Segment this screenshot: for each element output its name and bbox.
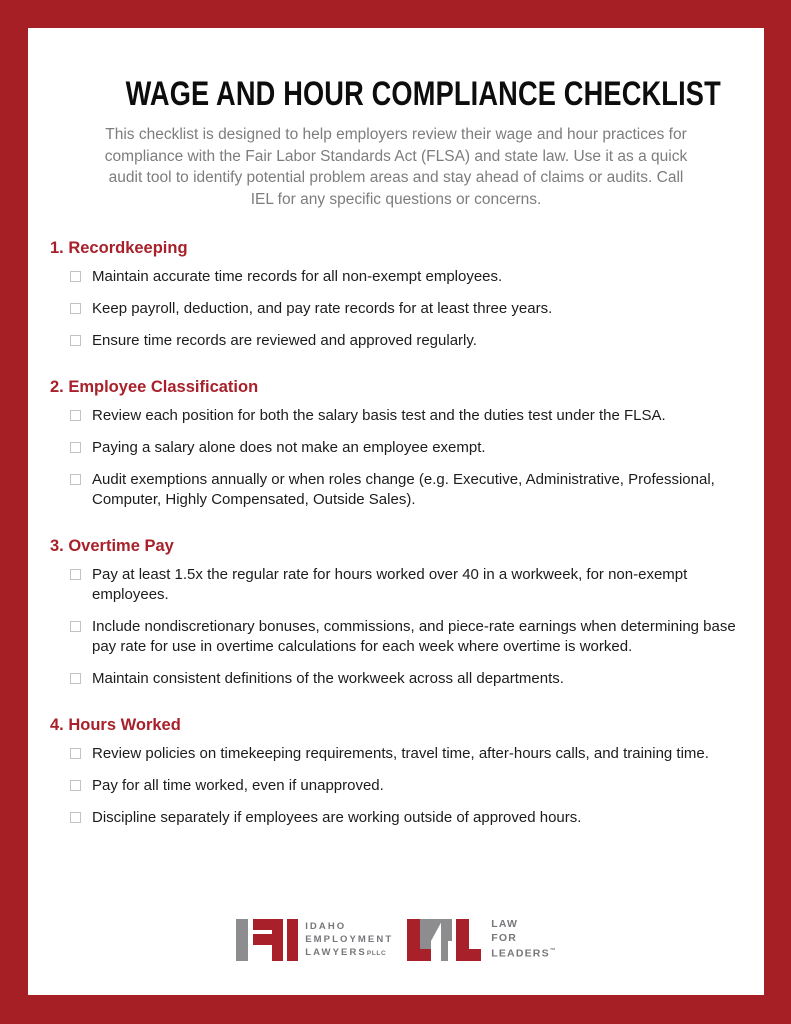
checkbox-icon[interactable] (70, 410, 81, 421)
list-item-label: Discipline separately if employees are working outside of approved hours. (92, 809, 582, 826)
list-item-label: Pay for all time worked, even if unapproved. (92, 777, 384, 794)
section-title: 4. Hours Worked (50, 716, 181, 734)
l4l-line-1: LAW (491, 918, 519, 930)
list-item[interactable] (50, 808, 738, 828)
list-item[interactable] (50, 438, 738, 458)
section-title: 2. Employee Classification (50, 378, 259, 396)
section-recordkeeping (50, 238, 738, 351)
l4l-line-3: LEADERS (491, 947, 550, 960)
l4l-wordmark (491, 918, 556, 961)
checklist-items (50, 267, 738, 351)
iel-wordmark (305, 920, 393, 960)
section-title: 3. Overtime Pay (50, 537, 174, 555)
list-item-label: Maintain consistent definitions of the workweek across all departments. (92, 670, 564, 687)
list-item[interactable] (50, 617, 738, 657)
list-item[interactable] (50, 406, 738, 426)
list-item-label: Include nondiscretionary bonuses, commissions, and piece-rate earnings when determining base pay rate for use in overtime calculations for each week where overtime is worked. (92, 618, 736, 655)
checkbox-icon[interactable] (70, 748, 81, 759)
list-item[interactable] (50, 565, 738, 605)
iel-line-2: EMPLOYMENT (305, 933, 394, 945)
trademark-symbol: ™ (549, 948, 556, 954)
list-item-label: Review each position for both the salary basis test and the duties test under the FLSA. (92, 407, 666, 424)
section-overtime-pay (50, 536, 738, 689)
checklist-items (50, 565, 738, 689)
checkbox-icon[interactable] (70, 673, 81, 684)
list-item[interactable] (50, 776, 738, 796)
intro-paragraph: This checklist is designed to help employers review their wage and hour practices for compliance with the Fair Labor Standards Act (FLSA) and state law. Use it as a quick audit tool to identify potential problem areas and stay ahead of claims or audits. Call IEL for any specific questions or concerns. (104, 126, 688, 208)
checklist-items (50, 406, 738, 510)
document-sheet (28, 28, 764, 995)
list-item-label: Ensure time records are reviewed and approved regularly. (92, 332, 477, 349)
list-item[interactable] (50, 470, 738, 510)
section-hours-worked (50, 715, 738, 828)
iel-line-3: LAWYERS (305, 946, 367, 958)
law-for-leaders-logo (407, 918, 556, 961)
checkbox-icon[interactable] (70, 474, 81, 485)
l4l-line-3-wrap (491, 945, 556, 961)
list-item[interactable] (50, 331, 738, 351)
page-title: WAGE AND HOUR COMPLIANCE CHECKLIST (125, 75, 721, 113)
list-item[interactable] (50, 669, 738, 689)
list-item[interactable] (50, 744, 738, 764)
checkbox-icon[interactable] (70, 621, 81, 632)
checkbox-icon[interactable] (70, 442, 81, 453)
list-item-label: Pay at least 1.5x the regular rate for hours worked over 40 in a workweek, for non-exempt employees. (92, 566, 688, 603)
checkbox-icon[interactable] (70, 780, 81, 791)
list-item-label: Paying a salary alone does not make an employee exempt. (92, 439, 486, 456)
checkbox-icon[interactable] (70, 303, 81, 314)
iel-line-3-wrap (305, 946, 393, 960)
section-employee-classification (50, 377, 738, 510)
checkbox-icon[interactable] (70, 335, 81, 346)
checklist-sections (28, 238, 764, 828)
checkbox-icon[interactable] (70, 569, 81, 580)
checkbox-icon[interactable] (70, 271, 81, 282)
list-item-label: Maintain accurate time records for all non-exempt employees. (92, 268, 503, 285)
l4l-line-2: FOR (491, 931, 517, 944)
list-item-label: Review policies on timekeeping requirements, travel time, after-hours calls, and training time. (92, 745, 709, 762)
footer-logos (28, 918, 764, 961)
l4l-monogram-icon (407, 919, 481, 961)
list-item[interactable] (50, 267, 738, 287)
section-title: 1. Recordkeeping (50, 239, 188, 257)
iel-monogram-icon (236, 919, 296, 961)
idaho-employment-lawyers-logo (236, 919, 393, 961)
iel-line-1: IDAHO (305, 920, 347, 932)
list-item-label: Audit exemptions annually or when roles change (e.g. Executive, Administrative, Professional, Computer, Highly Compensated, Outside Sales). (92, 471, 715, 508)
list-item-label: Keep payroll, deduction, and pay rate records for at least three years. (92, 300, 553, 317)
checklist-items (50, 744, 738, 828)
iel-pllc-suffix: PLLC (366, 949, 387, 957)
checkbox-icon[interactable] (70, 812, 81, 823)
list-item[interactable] (50, 299, 738, 319)
